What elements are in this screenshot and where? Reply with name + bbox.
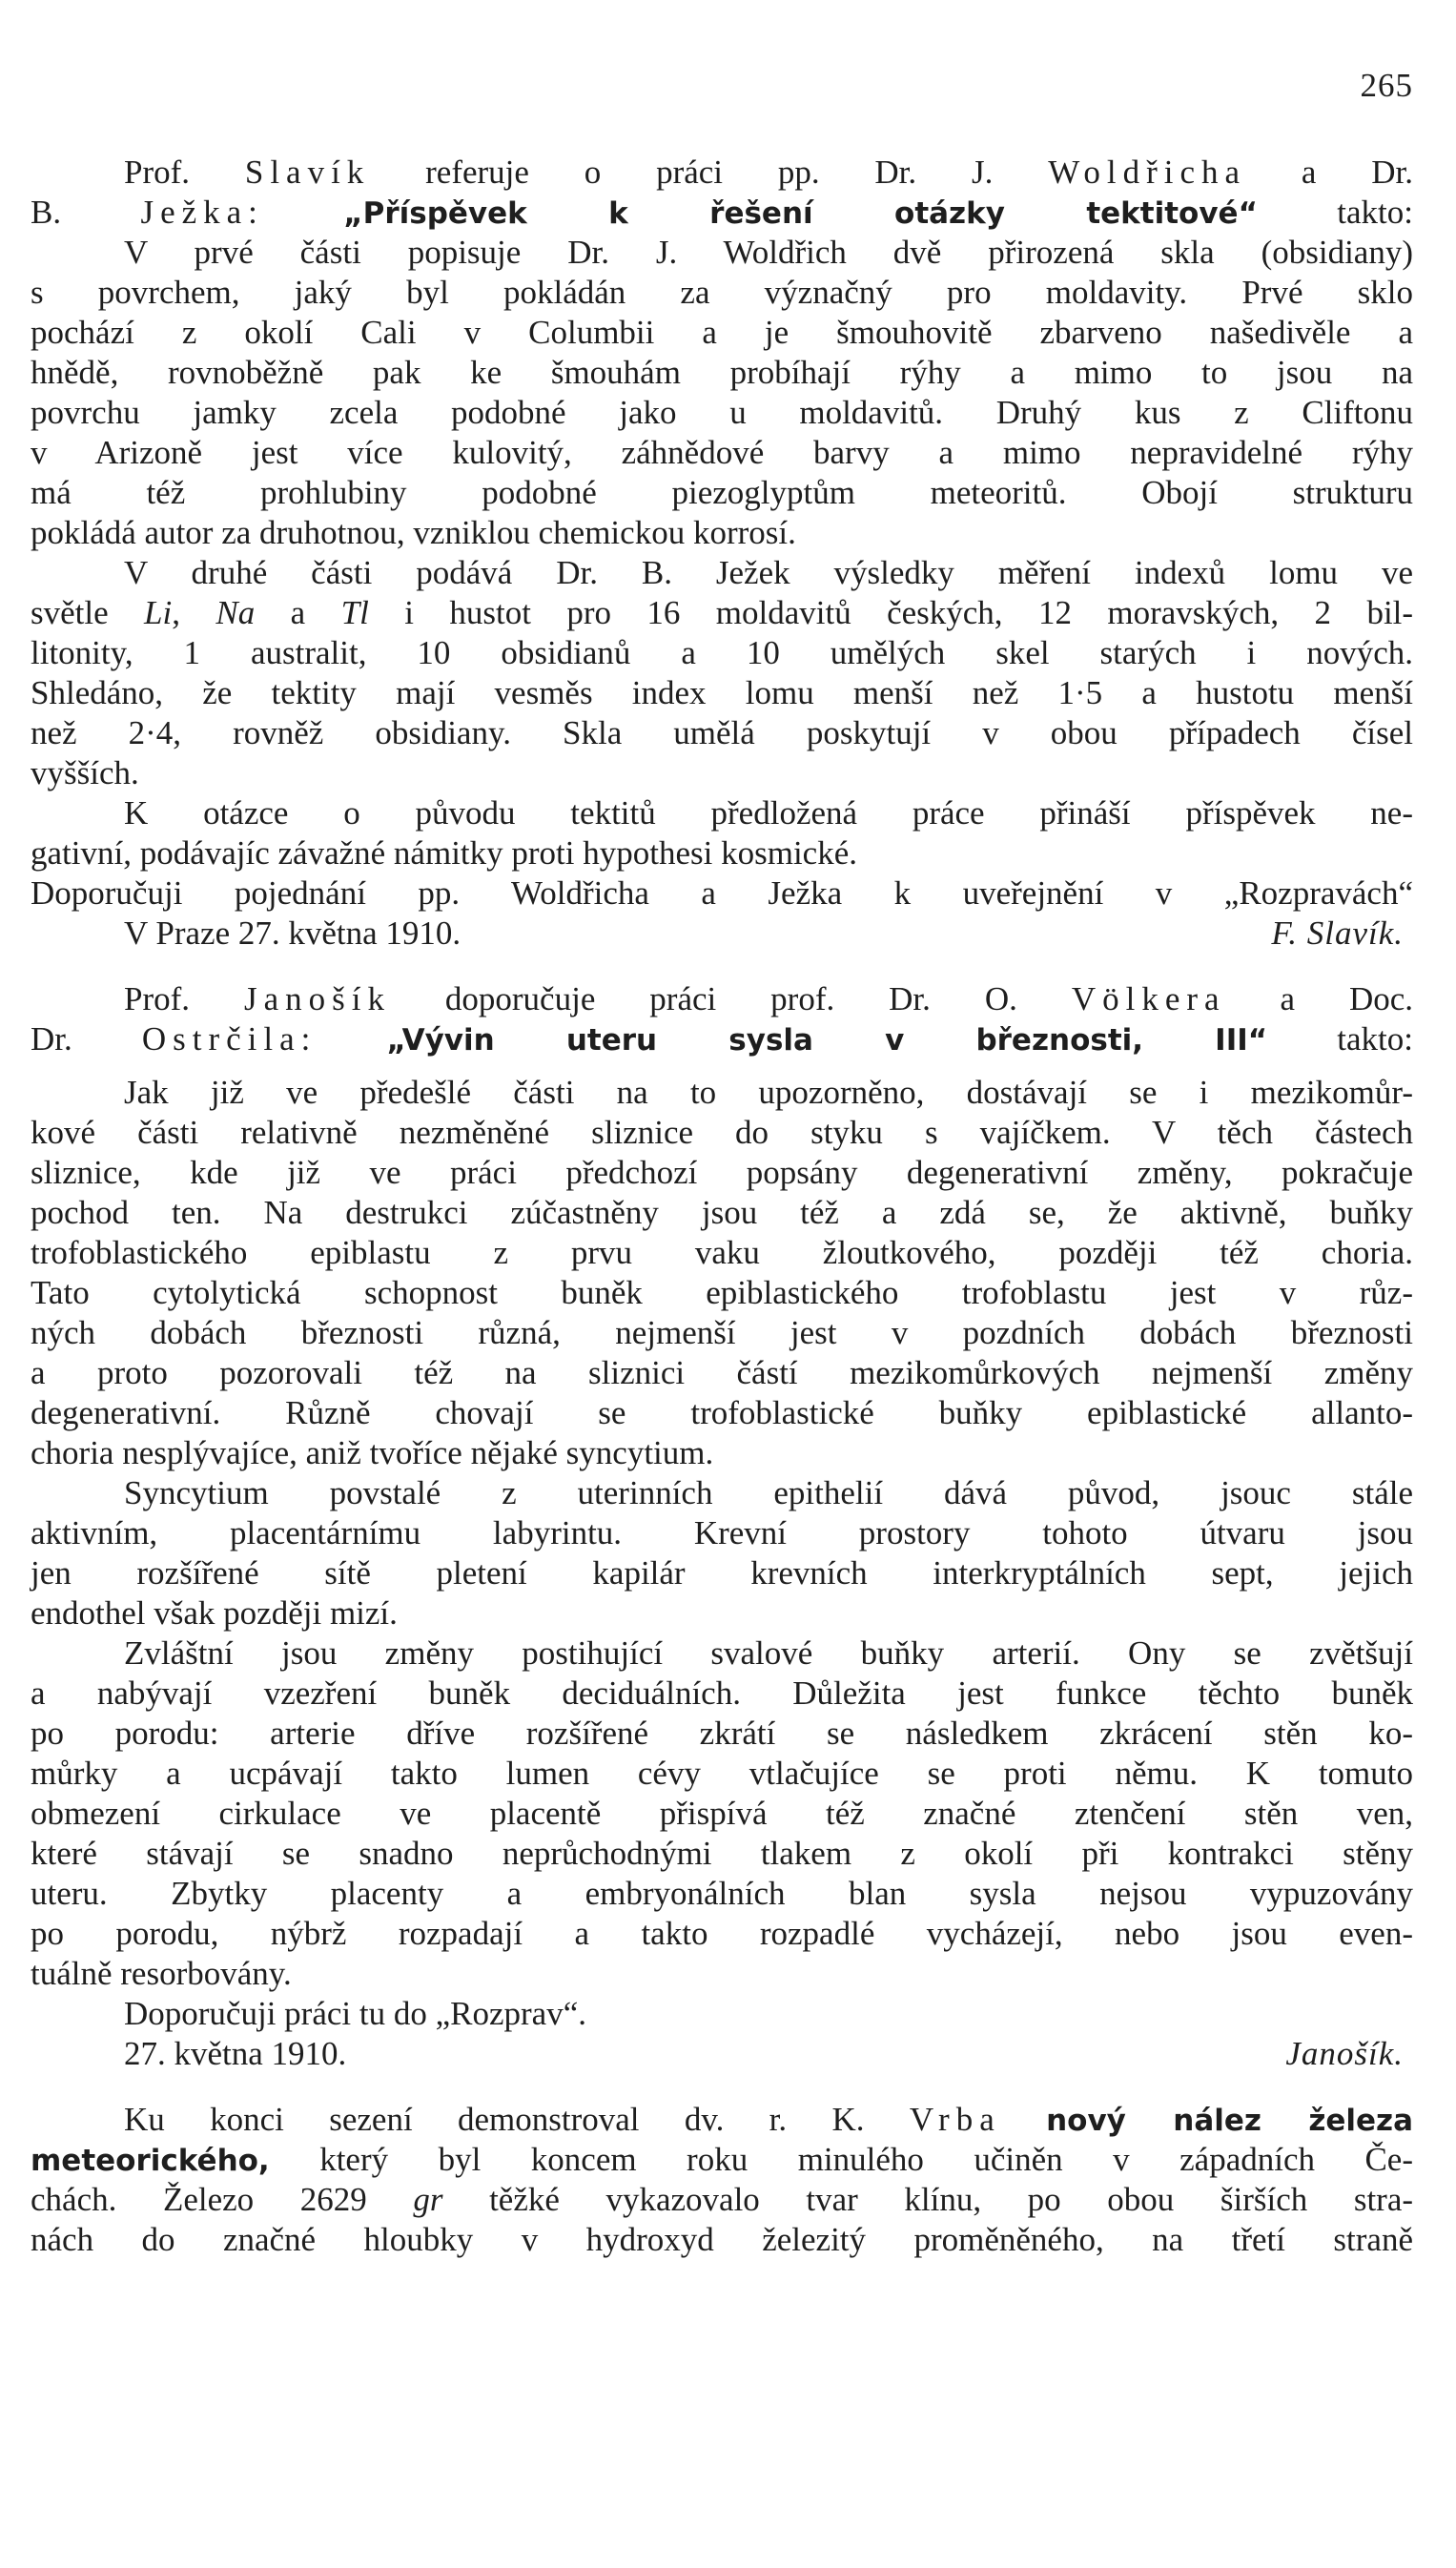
text-line: V druhé části podává Dr. B. Ježek výsledky měření indexů lomu ve — [124, 554, 1413, 591]
text-line: a nabývají vzezření buněk deciduálních. Důležita jest funkce těchto buněk — [31, 1674, 1413, 1712]
text-line: světle Li, Na a Tl i hustot pro 16 moldavitů českých, 12 moravských, 2 bil- — [31, 594, 1414, 631]
date-signature-line — [31, 914, 1413, 954]
report-janosik — [31, 979, 1413, 2074]
text-line: pochází z okolí Cali v Columbii a je šmouhovitě zbarveno našedivěle a — [31, 314, 1413, 351]
text-line: aktivním, placentárnímu labyrintu. Krevní prostory tohoto útvaru jsou — [31, 1514, 1413, 1551]
text-line: gativní, podávajíc závažné námitky proti hypothesi kosmické. — [31, 834, 857, 872]
text-line: obmezení cirkulace ve placentě přispívá též značné ztenčení stěn ven, — [31, 1795, 1413, 1832]
text-line: po porodu: arterie dříve rozšířené zkrátí se následkem zkrácení stěn ko- — [31, 1715, 1413, 1752]
text-line: Dr. Ostrčila: „Vývin uteru sysla v březnosti, III“ takto: — [31, 1020, 1413, 1058]
text-line: Tato cytolytická schopnost buněk epiblastického trofoblastu jest v růz- — [31, 1274, 1413, 1311]
text-line: Syncytium povstalé z uterinních epithelií dává původ, jsouc stále — [124, 1474, 1413, 1511]
text-line: choria nesplývajíce, aniž tvoříce nějaké syncytium. — [31, 1434, 714, 1471]
author-name: Woldřicha — [1048, 154, 1247, 191]
text-line: Zvláštní jsou změny postihující svalové buňky arterií. Ony se zvětšují — [124, 1634, 1413, 1672]
text-line: vyšších. — [31, 754, 139, 791]
paper-title: „Vývin uteru sysla v březnosti, III“ — [386, 1023, 1268, 1058]
text-line: kové části relativně nezměněné sliznice do styku s vajíčkem. V těch částech — [31, 1114, 1413, 1151]
author-name: Ostrčila: — [141, 1020, 318, 1058]
text-line: degenerativní. Různě chovají se trofoblastické buňky epiblastické allanto- — [31, 1394, 1413, 1431]
text-line: chách. Železo 2629 gr těžké vykazovalo tvar klínu, po obou širších stra- — [31, 2181, 1414, 2218]
author-name: Ježka: — [140, 194, 264, 231]
text-line: Doporučuji pojednání pp. Woldřicha a Ježka k uveřejnění v „Rozpravách“ — [31, 874, 1413, 912]
text-line: Doporučuji práci tu do „Rozprav“. — [124, 1995, 586, 2032]
text-line: pochod ten. Na destrukci zúčastněny jsou též a zdá se, že aktivně, buňky — [31, 1194, 1413, 1231]
book-page — [31, 0, 1413, 2568]
text-line: trofoblastického epiblastu z prvu vaku žloutkového, později též choria. — [31, 1234, 1413, 1271]
date: V Praze 27. května 1910. — [124, 914, 461, 952]
text-line: můrky a ucpávají takto lumen cévy vtlačujíce se proti němu. K tomuto — [31, 1755, 1413, 1792]
date: 27. května 1910. — [124, 2035, 347, 2072]
text-line: uteru. Zbytky placenty a embryonálních blan sysla nejsou vypuzovány — [31, 1875, 1413, 1912]
text-line: Jak již ve předešlé části na to upozorněno, dostávají se i mezikomůr- — [124, 1074, 1413, 1111]
paper-title: „Příspěvek k řešení otázky tektitové“ — [343, 196, 1258, 231]
text-line: a proto pozorovali též na sliznici částí mezikomůrkových nejmenší změny — [31, 1354, 1413, 1391]
date-signature-line — [31, 2034, 1413, 2074]
author-name: Völkera — [1071, 980, 1226, 1017]
text-line: povrchu jamky zcela podobné jako u moldavitů. Druhý kus z Cliftonu — [31, 394, 1413, 431]
report-vrba — [31, 2100, 1413, 2260]
text-line: K otázce o původu tektitů předložená práce přináší příspěvek ne- — [124, 794, 1413, 832]
text-line: Shledáno, že tektity mají vesměs index lomu menší než 1·5 a hustotu menší — [31, 674, 1413, 711]
text-line: Prof. Slavík referuje o práci pp. Dr. J. Woldřicha a Dr. — [124, 154, 1414, 191]
text-line: jen rozšířené sítě pletení kapilár krevních interkryptálních sept, jejich — [31, 1554, 1413, 1592]
text-line: endothel však později mizí. — [31, 1594, 398, 1632]
text-line: Prof. Janošík doporučuje práci prof. Dr. O. Völkera a Doc. — [124, 980, 1414, 1017]
text-line: pokládá autor za druhotnou, vzniklou chemickou korrosí. — [31, 514, 796, 551]
text-line: litonity, 1 australit, 10 obsidianů a 10 umělých skel starých i nových. — [31, 634, 1413, 671]
text-line: s povrchem, jaký byl pokládán za význačný pro moldavity. Prvé sklo — [31, 274, 1413, 311]
text-line: Ku konci sezení demonstroval dv. r. K. Vrba nový nález železa — [124, 2101, 1414, 2138]
text-line: meteorického, který byl koncem roku minulého učiněn v západních Če- — [31, 2141, 1413, 2178]
text-line: nách do značné hloubky v hydroxyd železitý proměněného, na třetí straně — [31, 2221, 1413, 2258]
page-content — [31, 153, 1413, 2260]
author-name: Janošík — [243, 980, 391, 1017]
text-line: po porodu, nýbrž rozpadají a takto rozpadlé vycházejí, nebo jsou even- — [31, 1915, 1413, 1952]
text-line: hnědě, rovnoběžně pak ke šmouhám probíhají rýhy a mimo to jsou na — [31, 354, 1413, 391]
topic-title: meteorického, — [31, 2144, 270, 2178]
text-line: které stávají se snadno neprůchodnými tlakem z okolí při kontrakci stěny — [31, 1835, 1413, 1872]
topic-title: nový nález železa — [1046, 2104, 1414, 2138]
signature: F. Slavík. — [1271, 914, 1404, 952]
author-name: Slavík — [244, 154, 371, 191]
page-number: 265 — [1360, 67, 1413, 104]
text-line: V prvé části popisuje Dr. J. Woldřich dvě přirozená skla (obsidiany) — [124, 234, 1413, 271]
text-line: než 2·4, rovněž obsidiany. Skla umělá poskytují v obou případech čísel — [31, 714, 1413, 751]
text-line: má též prohlubiny podobné piezoglyptům meteoritů. Obojí strukturu — [31, 474, 1413, 511]
author-name: Vrba — [909, 2101, 1001, 2138]
signature: Janošík. — [1285, 2035, 1404, 2072]
text-line: v Arizoně jest více kulovitý, záhnědové barvy a mimo nepravidelné rýhy — [31, 434, 1413, 471]
text-line: B. Ježka: „Příspěvek k řešení otázky tektitové“ takto: — [31, 194, 1414, 231]
text-line: ných dobách březnosti různá, nejmenší jest v pozdních dobách březnosti — [31, 1314, 1413, 1351]
text-line: tuálně resorbovány. — [31, 1955, 292, 1992]
text-line: sliznice, kde již ve práci předchozí popsány degenerativní změny, pokračuje — [31, 1154, 1413, 1191]
report-slavik — [31, 153, 1413, 954]
